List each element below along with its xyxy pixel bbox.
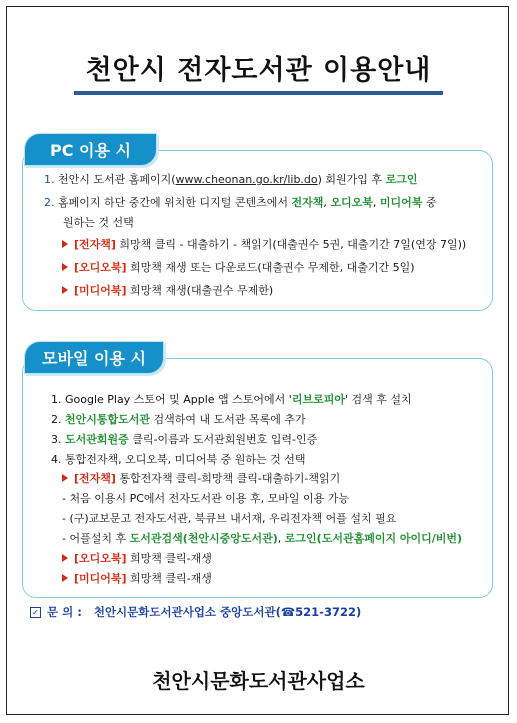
mobile-step-3: 3. 도서관회원증 클릭-이름과 도서관회원번호 입력-인증 [51,433,318,446]
bullet-triangle-icon [62,240,68,248]
pc-mediabook-item: [미디어북] 희망책 재생(대출권수 무제한) [62,284,273,298]
mobile-mediabook-item: [미디어북] 희망책 클릭-재생 [62,572,212,586]
mobile-ebook-item: [전자책] 통합전자책 클릭-희망책 클릭-대출하기-책읽기 [62,472,340,486]
library-homepage-link[interactable]: www.cheonan.go.kr/lib.do [175,173,318,186]
bullet-triangle-icon [62,554,68,562]
bullet-triangle-icon [62,286,68,294]
bullet-triangle-icon [62,474,68,482]
contact-line: ✓ 문 의 : 천안시문화도서관사업소 중앙도서관(☎521-3722) [30,604,361,620]
pc-section-label: PC 이용 시 [24,133,157,166]
pc-step-2: 2. 홈페이지 하단 중간에 위치한 디지털 콘텐츠에서 전자책, 오디오북, 미디어북 중 [44,196,437,209]
mobile-step-2: 2. 천안시통합도서관 검색하여 내 도서관 목록에 추가 [51,413,306,426]
checkbox-icon: ✓ [30,607,41,618]
mobile-ebook-note-1: - 처음 이용시 PC에서 전자도서관 이용 후, 모바일 이용 가능 [62,492,350,505]
title-underline [74,91,443,95]
mobile-ebook-note-3: - 어플설치 후 도서관검색(천안시중앙도서관), 로그인(도서관홈페이지 아이디/비번) [62,532,463,545]
pc-audiobook-item: [오디오북] 희망책 재생 또는 다운로드(대출권수 무제한, 대출기간 5일) [62,261,415,275]
footer-organization: 천안시문화도서관사업소 [152,669,365,693]
page-title: 천안시 전자도서관 이용안내 [85,55,432,86]
bullet-triangle-icon [62,574,68,582]
mobile-section-label: 모바일 이용 시 [24,341,164,374]
mobile-step-1: 1. Google Play 스토어 및 Apple 앱 스토어에서 '리브로피아' 검색 후 설치 [51,393,412,406]
pc-step-2-cont: 원하는 것 선택 [63,216,134,229]
bullet-triangle-icon [62,263,68,271]
mobile-audiobook-item: [오디오북] 희망책 클릭-재생 [62,552,212,566]
pc-step-1: 1. 천안시 도서관 홈페이지(www.cheonan.go.kr/lib.do) 회원가입 후 로그인 [44,173,418,186]
mobile-ebook-note-2: - (구)교보문고 전자도서관, 북큐브 내서재, 우리전자책 어플 설치 필요 [62,512,397,525]
mobile-step-4: 4. 통합전자책, 오디오북, 미디어북 중 원하는 것 선택 [51,453,306,466]
pc-ebook-item: [전자책] 희망책 클릭 - 대출하기 - 책읽기(대출권수 5권, 대출기간 7일(연장 7일)) [62,238,466,252]
